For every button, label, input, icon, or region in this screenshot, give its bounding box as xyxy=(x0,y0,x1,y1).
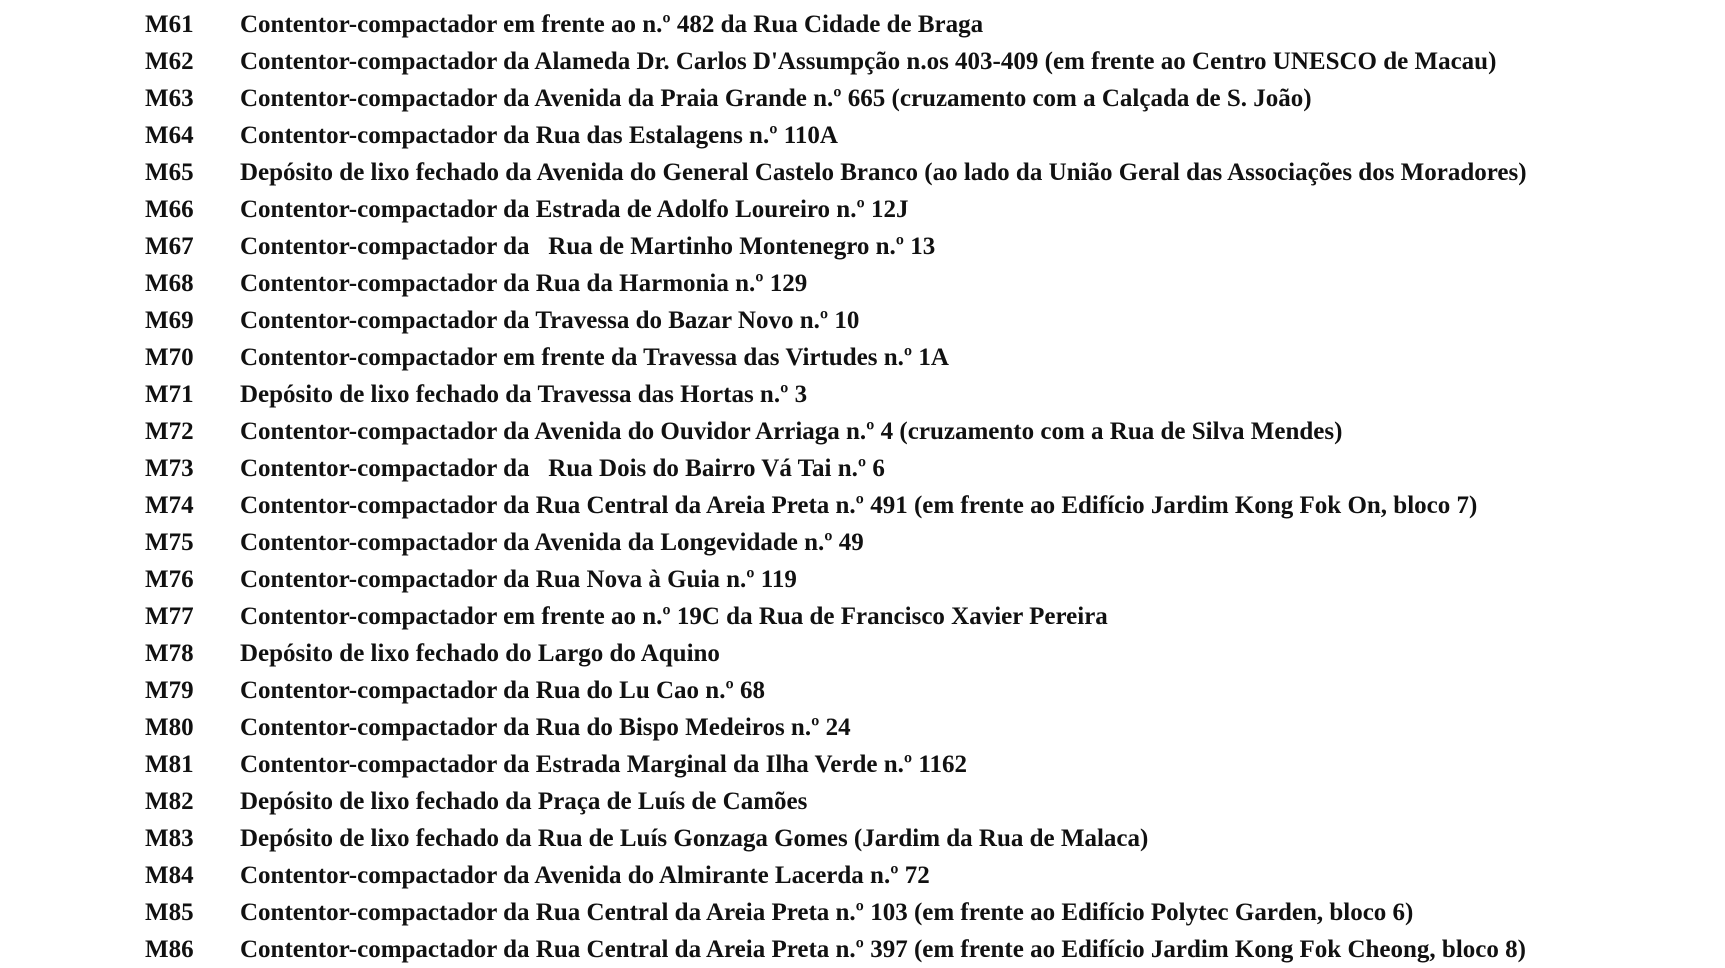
entry-description: Contentor-compactador da Rua Dois do Bairro Vá Tai n.º 6 xyxy=(240,455,885,482)
entry-description: Contentor-compactador da Rua Central da Areia Preta n.º 397 (em frente ao Edifício Jardim Kong Fok Cheong, bloco 8) xyxy=(240,936,1526,963)
entry-code: M72 xyxy=(145,418,194,445)
entry-code: M81 xyxy=(145,751,194,778)
entry-code: M71 xyxy=(145,381,194,408)
list-item xyxy=(0,117,1725,154)
list-item xyxy=(0,783,1725,820)
list-item xyxy=(0,43,1725,80)
list-item xyxy=(0,376,1725,413)
entry-description: Contentor-compactador em frente da Travessa das Virtudes n.º 1A xyxy=(240,344,949,371)
entry-code: M70 xyxy=(145,344,194,371)
entry-code: M68 xyxy=(145,270,194,297)
entry-code: M67 xyxy=(145,233,194,260)
entry-description: Contentor-compactador da Rua da Harmonia n.º 129 xyxy=(240,270,808,297)
entry-code: M79 xyxy=(145,677,194,704)
list-item xyxy=(0,524,1725,561)
list-item xyxy=(0,191,1725,228)
entry-description: Contentor-compactador da Rua das Estalagens n.º 110A xyxy=(240,122,838,149)
entry-description: Contentor-compactador em frente ao n.º 482 da Rua Cidade de Braga xyxy=(240,11,984,38)
list-item xyxy=(0,487,1725,524)
entry-description: Contentor-compactador da Rua Nova à Guia n.º 119 xyxy=(240,566,797,593)
entry-code: M66 xyxy=(145,196,194,223)
list-item xyxy=(0,6,1725,43)
entry-code: M80 xyxy=(145,714,194,741)
list-item xyxy=(0,154,1725,191)
list-item xyxy=(0,709,1725,746)
entry-code: M77 xyxy=(145,603,194,630)
list-item xyxy=(0,450,1725,487)
entry-code: M61 xyxy=(145,11,194,38)
entry-code: M85 xyxy=(145,899,194,926)
list-item xyxy=(0,598,1725,635)
entry-code: M73 xyxy=(145,455,194,482)
entry-code: M76 xyxy=(145,566,194,593)
entry-code: M83 xyxy=(145,825,194,852)
entry-description: Depósito de lixo fechado da Travessa das Hortas n.º 3 xyxy=(240,381,808,408)
entry-description: Depósito de lixo fechado do Largo do Aquino xyxy=(240,640,720,667)
entry-description: Contentor-compactador da Alameda Dr. Carlos D'Assumpção n.os 403-409 (em frente ao Centro UNESCO de Macau) xyxy=(240,48,1497,75)
entry-description: Contentor-compactador da Rua Central da Areia Preta n.º 491 (em frente ao Edifício Jardim Kong Fok On, bloco 7) xyxy=(240,492,1478,519)
list-item xyxy=(0,413,1725,450)
entry-description: Contentor-compactador da Rua de Martinho Montenegro n.º 13 xyxy=(240,233,936,260)
list-item xyxy=(0,857,1725,894)
entry-code: M78 xyxy=(145,640,194,667)
list-item xyxy=(0,894,1725,931)
entry-code: M62 xyxy=(145,48,194,75)
list-item xyxy=(0,820,1725,857)
entry-code: M86 xyxy=(145,936,194,963)
entry-description: Depósito de lixo fechado da Praça de Luís de Camões xyxy=(240,788,808,815)
entry-description: Depósito de lixo fechado da Avenida do General Castelo Branco (ao lado da União Geral das Associações dos Moradores) xyxy=(240,159,1527,186)
entry-code: M65 xyxy=(145,159,194,186)
list-item xyxy=(0,80,1725,117)
entry-description: Contentor-compactador da Rua do Bispo Medeiros n.º 24 xyxy=(240,714,851,741)
document-entry-list xyxy=(0,6,1725,968)
entry-description: Contentor-compactador da Avenida do Ouvidor Arriaga n.º 4 (cruzamento com a Rua de Silva Mendes) xyxy=(240,418,1343,445)
entry-description: Contentor-compactador da Rua Central da Areia Preta n.º 103 (em frente ao Edifício Polytec Garden, bloco 6) xyxy=(240,899,1414,926)
list-item xyxy=(0,265,1725,302)
entry-code: M84 xyxy=(145,862,194,889)
list-item xyxy=(0,561,1725,598)
entry-description: Contentor-compactador da Avenida da Longevidade n.º 49 xyxy=(240,529,864,556)
entry-description: Contentor-compactador em frente ao n.º 19C da Rua de Francisco Xavier Pereira xyxy=(240,603,1108,630)
list-item xyxy=(0,672,1725,709)
entry-description: Contentor-compactador da Avenida da Praia Grande n.º 665 (cruzamento com a Calçada de S. João) xyxy=(240,85,1312,112)
list-item xyxy=(0,302,1725,339)
entry-code: M63 xyxy=(145,85,194,112)
list-item xyxy=(0,746,1725,783)
list-item xyxy=(0,228,1725,265)
entry-code: M64 xyxy=(145,122,194,149)
list-item xyxy=(0,931,1725,968)
entry-description: Contentor-compactador da Travessa do Bazar Novo n.º 10 xyxy=(240,307,860,334)
entry-description: Contentor-compactador da Estrada de Adolfo Loureiro n.º 12J xyxy=(240,196,909,223)
entry-code: M74 xyxy=(145,492,194,519)
entry-code: M82 xyxy=(145,788,194,815)
list-item xyxy=(0,339,1725,376)
entry-code: M69 xyxy=(145,307,194,334)
entry-description: Contentor-compactador da Rua do Lu Cao n.º 68 xyxy=(240,677,765,704)
entry-description: Depósito de lixo fechado da Rua de Luís Gonzaga Gomes (Jardim da Rua de Malaca) xyxy=(240,825,1149,852)
entry-description: Contentor-compactador da Avenida do Almirante Lacerda n.º 72 xyxy=(240,862,930,889)
entry-code: M75 xyxy=(145,529,194,556)
entry-description: Contentor-compactador da Estrada Marginal da Ilha Verde n.º 1162 xyxy=(240,751,968,778)
list-item xyxy=(0,635,1725,672)
